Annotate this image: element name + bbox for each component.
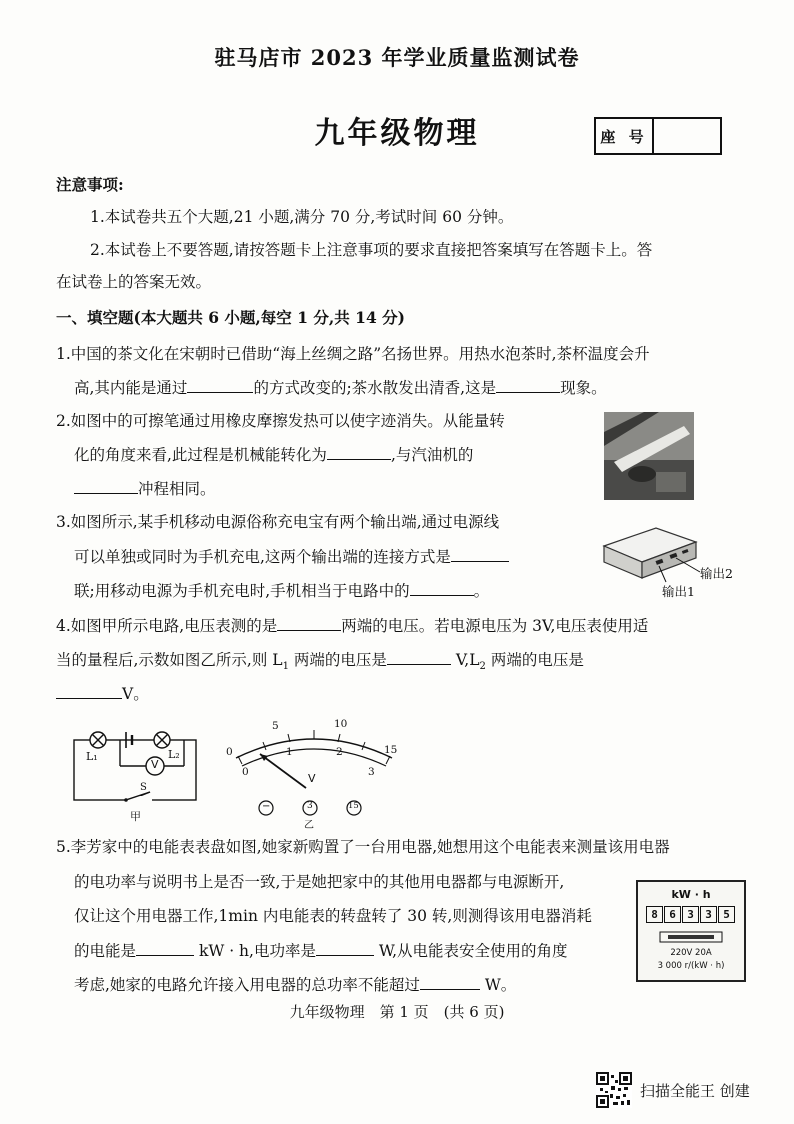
seat-number-box [594,117,722,155]
meter-digit: 8 [646,906,663,923]
dial-top-10: 10 [334,718,348,730]
notes-heading: 注意事项: [56,175,124,194]
q2-text-1: 化的角度来看,此过程是机械能转化为 [74,446,327,464]
q5-text-2: kW · h,电功率是 [194,942,316,960]
meter-constant: 3 000 r/(kW · h) [657,961,725,971]
output-1-label: 输出1 [662,584,695,599]
dial-bottom-2: 2 [336,746,343,758]
q3-line-b [74,546,594,567]
q1-text-2: 的方式改变的;茶水散发出清香,这是 [253,379,497,397]
q4-sub-1: 1 [282,661,289,673]
terminal-3: 3 [307,801,313,811]
q5-text-5: W。 [479,976,517,994]
seat-value-cell [654,119,720,153]
notes-line-1: 1.本试卷共五个大题,21 小题,满分 70 分,考试时间 60 分钟。 [90,208,514,226]
page-footer: 九年级物理 第 1 页 (共 6 页) [289,1003,505,1021]
q5-text-4: 考虑,她家的电路允许接入用电器的总功率不能超过 [74,976,420,994]
q4-sub-2: 2 [479,661,486,673]
q1-line-a: 1.中国的茶文化在宋朝时已借助“海上丝绸之路”名扬世界。用热水泡茶时,茶杯温度会升 [56,345,650,363]
q3-text-1: 可以单独或同时为手机充电,这两个输出端的连接方式是 [74,548,451,566]
meter-digit: 5 [718,906,735,923]
meter-unit: kW · h [671,888,711,901]
dial-bottom-1: 1 [286,746,293,758]
q4-line-c [56,683,746,704]
q1-blank-2 [496,377,560,393]
seat-label: 座 号 [596,119,654,153]
q4-text-1: 4.如图甲所示电路,电压表测的是 [56,617,278,635]
q4-blank-3 [56,683,122,699]
q5-text-1: 的电能是 [74,942,137,960]
dial-top-15: 15 [384,744,398,756]
q4-line-a [56,615,746,636]
q5-line-e [74,974,594,995]
qr-code-icon [596,1072,632,1108]
switch-label: S [140,782,147,793]
voltmeter-dial-yi [222,714,408,831]
q4-blank-2 [387,649,451,665]
meter-digit: 3 [700,906,717,923]
q5-blank-1 [136,940,194,956]
q2-text-3: 冲程相同。 [138,480,216,498]
notes-line-2b: 在试卷上的答案无效。 [56,273,212,291]
q3-line-a: 3.如图所示,某手机移动电源俗称充电宝有两个输出端,通过电源线 [56,513,500,531]
dial-top-5: 5 [272,720,279,732]
q3-blank-1 [451,546,509,562]
subject-title: 九年级物理 [314,116,480,151]
q2-blank-1 [327,444,391,460]
q1-line-b [74,377,754,398]
lamp-l1-label: L₁ [86,750,98,763]
q4-text-5: V,L [450,651,480,669]
meter-digits [646,906,736,923]
q1-text-3: 现象。 [560,379,607,397]
dial-bottom-3: 3 [368,766,375,778]
q5-blank-2 [316,940,374,956]
dial-unit-v: V [308,772,316,785]
q4-text-7: V。 [122,685,149,703]
q3-text-3: 。 [473,582,490,600]
circuit-diagram-jia [66,722,216,822]
q5-line-c: 仅让这个用电器工作,1min 内电能表的转盘转了 30 转,则测得该用电器消耗 [74,907,592,925]
dial-top-0: 0 [226,746,233,758]
q2-line-c [74,478,594,499]
section-1-heading: 一、填空题(本大题共 6 小题,每空 1 分,共 14 分) [56,308,405,327]
q3-text-2: 联;用移动电源为手机充电时,手机相当于电路中的 [74,582,410,600]
figure-jia-label: 甲 [130,810,141,823]
scanner-watermark: 扫描全能王 创建 [640,1082,750,1100]
figure-yi-label: 乙 [304,820,314,831]
q3-line-c [74,580,594,601]
power-bank-figure [596,516,746,598]
lamp-l2-label: L₂ [168,748,180,761]
eraser-pen-photo [604,412,694,500]
terminal-15: 15 [348,801,359,811]
q5-blank-3 [420,974,480,990]
terminal-negative: − [262,801,271,812]
q3-blank-2 [410,580,474,596]
voltmeter-symbol: V [151,758,159,771]
q2-blank-2 [74,478,138,494]
meter-digit: 6 [664,906,681,923]
output-2-label: 输出2 [700,566,733,581]
q5-line-a: 5.李芳家中的电能表表盘如图,她家新购置了一台用电器,她想用这个电能表来测量该用电器 [56,838,670,856]
q1-blank-1 [187,377,253,393]
q4-blank-1 [277,615,341,631]
energy-meter-figure [636,880,746,982]
meter-disk-window [638,928,744,948]
meter-rating: 220V 20A [670,948,712,958]
q5-line-d [74,940,594,961]
meter-digit: 3 [682,906,699,923]
q2-line-b [74,444,594,465]
q2-text-2: ,与汽油机的 [390,446,474,464]
q4-text-2: 两端的电压。若电源电压为 3V,电压表使用适 [341,617,649,635]
q2-line-a: 2.如图中的可擦笔通过用橡皮摩擦发热可以使字迹消失。从能量转 [56,412,505,430]
q4-text-3: 当的量程后,示数如图乙所示,则 L [56,651,283,669]
q1-text-1: 高,其内能是通过 [74,379,188,397]
exam-title: 驻马店市 2023 年学业质量监测试卷 [214,45,580,70]
q4-text-4: 两端的电压是 [288,651,387,669]
q4-text-6: 两端的电压是 [485,651,584,669]
q5-line-b: 的电功率与说明书上是否一致,于是她把家中的其他用电器都与电源断开, [74,873,565,891]
notes-line-2a: 2.本试卷上不要答题,请按答题卡上注意事项的要求直接把答案填写在答题卡上。答 [90,241,653,259]
q5-text-3: W,从电能表安全使用的角度 [373,942,568,960]
dial-bottom-0: 0 [242,766,249,778]
q4-line-b [56,649,746,677]
